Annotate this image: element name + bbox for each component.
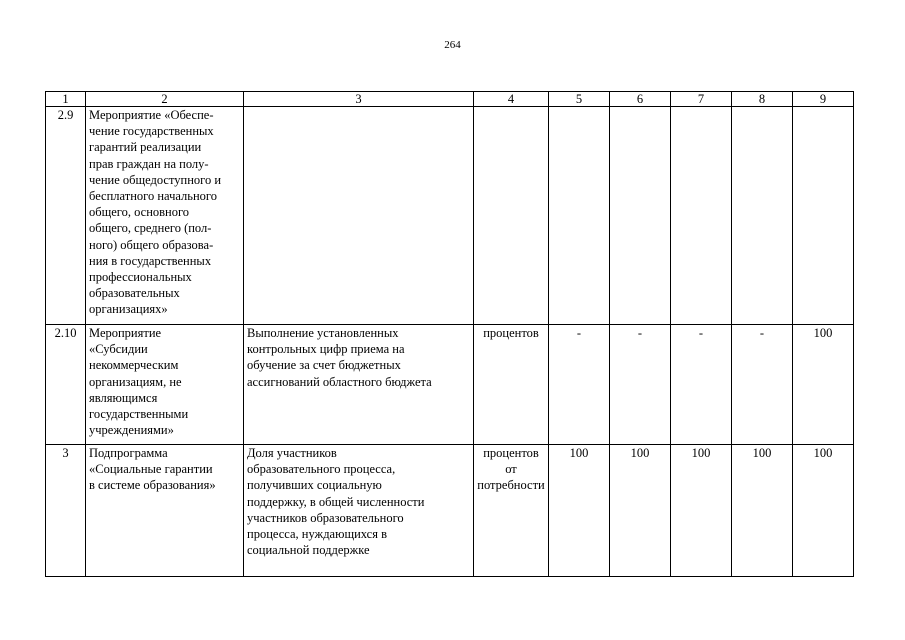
row-name-text: Мероприятие «Субсидии некоммерческим организациям, не являющимся государственными учреждениями» [89, 326, 189, 438]
column-header: 9 [793, 92, 854, 107]
column-header: 2 [86, 92, 244, 107]
column-header: 1 [46, 92, 86, 107]
row-name [86, 107, 244, 325]
row-value-8: - [732, 325, 793, 445]
row-value-5: - [549, 325, 610, 445]
column-header: 6 [610, 92, 671, 107]
row-indicator [244, 325, 474, 445]
row-unit [474, 325, 549, 445]
row-value-8: 100 [732, 445, 793, 577]
column-header: 3 [244, 92, 474, 107]
page-number: 264 [444, 39, 461, 51]
row-value-5 [549, 107, 610, 325]
row-value-6: 100 [610, 445, 671, 577]
table-row [46, 325, 854, 445]
row-indicator-text: Выполнение установленных контрольных цифр приема на обучение за счет бюджетных ассигнований областного бюджета [247, 326, 432, 389]
row-value-6 [610, 107, 671, 325]
row-value-6: - [610, 325, 671, 445]
row-value-9 [793, 107, 854, 325]
row-number: 2.10 [46, 325, 86, 445]
column-header: 8 [732, 92, 793, 107]
row-value-8 [732, 107, 793, 325]
row-name-text: Мероприятие «Обеспе- чение государственных гарантий реализации прав граждан на полу- чение общедоступного и бесплатного начального общего, основного общего, среднего (пол- ного) общего образова- ния в государственных профессиональных образовательных организациях» [89, 108, 222, 317]
row-indicator-text: Доля участников образовательного процесса, получивших социальную поддержку, в общей численности участников образовательного процесса, нуждающихся в социальной поддержке [247, 446, 425, 558]
row-value-5: 100 [549, 445, 610, 577]
row-value-9: 100 [793, 445, 854, 577]
row-indicator [244, 107, 474, 325]
row-unit [474, 107, 549, 325]
row-value-9: 100 [793, 325, 854, 445]
column-header: 7 [671, 92, 732, 107]
column-header: 4 [474, 92, 549, 107]
row-indicator [244, 445, 474, 577]
table-row [46, 445, 854, 577]
indicators-table [45, 91, 854, 577]
row-number: 2.9 [46, 107, 86, 325]
row-unit-text: процентов от потребности [477, 446, 545, 493]
column-header: 5 [549, 92, 610, 107]
header-row [46, 92, 854, 107]
row-name-text: Подпрограмма «Социальные гарантии в системе образования» [89, 446, 216, 493]
row-name [86, 325, 244, 445]
row-value-7 [671, 107, 732, 325]
row-value-7: 100 [671, 445, 732, 577]
row-number: 3 [46, 445, 86, 577]
row-name [86, 445, 244, 577]
row-unit-text: процентов [483, 326, 539, 340]
table-row [46, 107, 854, 325]
row-value-7: - [671, 325, 732, 445]
row-unit [474, 445, 549, 577]
